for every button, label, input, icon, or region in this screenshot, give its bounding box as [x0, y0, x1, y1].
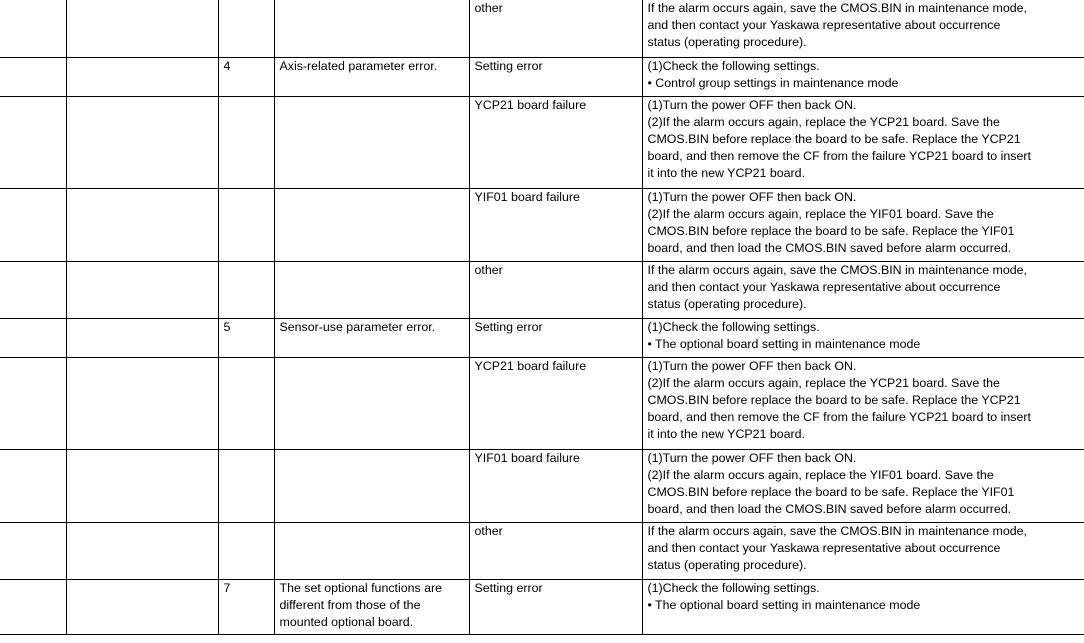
remedy-line: (1)Check the following settings.: [647, 319, 820, 334]
name-text: Sensor-use parameter error.: [279, 319, 436, 334]
table-row: [0, 318, 1084, 357]
table-row: [0, 449, 1084, 522]
remedy-line: and then contact your Yaskawa representative about occurrence: [647, 279, 1001, 294]
remedy-line: (2)If the alarm occurs again, replace the YCP21 board. Save the: [647, 375, 1000, 390]
name-text: Axis-related parameter error.: [279, 58, 438, 73]
alarm-name-cell: [274, 96, 469, 188]
remedy-line: CMOS.BIN before replace the board to be safe. Replace the YCP21: [647, 131, 1021, 146]
remedy-line: board, and then load the CMOS.BIN saved before alarm occurred.: [647, 501, 1012, 516]
remedy-cell: [642, 261, 1084, 318]
cause-text: other: [474, 523, 503, 538]
alarm-number-cell: [218, 261, 274, 318]
no-text: 7: [223, 580, 231, 595]
remedy-line: If the alarm occurs again, save the CMOS.BIN in maintenance mode,: [647, 1, 1027, 15]
blank-cell: [0, 188, 66, 261]
remedy-line: (2)If the alarm occurs again, replace the YIF01 board. Save the: [647, 467, 994, 482]
remedy-cell: [642, 0, 1084, 57]
remedy-line: board, and then load the CMOS.BIN saved before alarm occurred.: [647, 240, 1012, 255]
table-row: [0, 188, 1084, 261]
remedy-line: status (operating procedure).: [647, 35, 807, 49]
no-text: 5: [223, 319, 231, 334]
cause-cell: [469, 357, 642, 449]
remedy-line: (1)Check the following settings.: [647, 580, 820, 595]
blank-cell: [0, 449, 66, 522]
remedy-line: • The optional board setting in maintenance mode: [647, 597, 921, 612]
table-row: [0, 357, 1084, 449]
blank-cell: [66, 522, 218, 579]
remedy-line: (1)Turn the power OFF then back ON.: [647, 189, 857, 204]
blank-cell: [66, 57, 218, 96]
remedy-line: it into the new YCP21 board.: [647, 165, 806, 180]
cause-text: YCP21 board failure: [474, 97, 587, 112]
blank-cell: [0, 0, 66, 57]
table-row: [0, 522, 1084, 579]
blank-cell: [66, 357, 218, 449]
alarm-number-cell: [218, 57, 274, 96]
cause-cell: [469, 449, 642, 522]
alarm-number-cell: [218, 449, 274, 522]
blank-cell: [66, 0, 218, 57]
cause-cell: [469, 96, 642, 188]
remedy-cell: [642, 449, 1084, 522]
name-line: mounted optional board.: [279, 614, 414, 629]
remedy-line: (1)Turn the power OFF then back ON.: [647, 97, 857, 112]
blank-cell: [66, 96, 218, 188]
remedy-line: (1)Turn the power OFF then back ON.: [647, 450, 857, 465]
blank-cell: [0, 522, 66, 579]
remedy-line: If the alarm occurs again, save the CMOS.BIN in maintenance mode,: [647, 262, 1027, 277]
cause-text: Setting error: [474, 580, 543, 595]
alarm-number-cell: [218, 96, 274, 188]
alarm-name-cell: [274, 0, 469, 57]
blank-cell: [66, 449, 218, 522]
cause-cell: [469, 579, 642, 634]
remedy-line: (2)If the alarm occurs again, replace the YIF01 board. Save the: [647, 206, 994, 221]
remedy-line: (1)Turn the power OFF then back ON.: [647, 358, 857, 373]
remedy-cell: [642, 357, 1084, 449]
alarm-number-cell: [218, 357, 274, 449]
alarm-number-cell: [218, 0, 274, 57]
blank-cell: [66, 318, 218, 357]
alarm-number-cell: [218, 579, 274, 634]
remedy-cell: [642, 579, 1084, 634]
remedy-line: CMOS.BIN before replace the board to be safe. Replace the YIF01: [647, 223, 1015, 238]
table-row: [0, 57, 1084, 96]
remedy-line: (2)If the alarm occurs again, replace the YCP21 board. Save the: [647, 114, 1000, 129]
cause-cell: [469, 522, 642, 579]
cause-cell: [469, 318, 642, 357]
alarm-name-cell: [274, 579, 469, 634]
cause-text: Setting error: [474, 319, 543, 334]
table-row: [0, 579, 1084, 634]
blank-cell: [0, 261, 66, 318]
table-row: [0, 261, 1084, 318]
alarm-name-cell: [274, 57, 469, 96]
table-row: [0, 96, 1084, 188]
remedy-line: CMOS.BIN before replace the board to be safe. Replace the YIF01: [647, 484, 1015, 499]
blank-cell: [66, 188, 218, 261]
alarm-number-cell: [218, 318, 274, 357]
remedy-cell: [642, 318, 1084, 357]
cause-text: YIF01 board failure: [474, 189, 580, 204]
cause-cell: [469, 0, 642, 57]
alarm-name-cell: [274, 449, 469, 522]
alarm-number-cell: [218, 188, 274, 261]
no-text: 4: [223, 58, 231, 73]
cause-text: YCP21 board failure: [474, 358, 587, 373]
remedy-cell: [642, 188, 1084, 261]
blank-cell: [0, 318, 66, 357]
blank-cell: [66, 579, 218, 634]
remedy-line: and then contact your Yaskawa representative about occurrence: [647, 18, 1001, 32]
remedy-line: If the alarm occurs again, save the CMOS.BIN in maintenance mode,: [647, 523, 1027, 538]
name-line: The set optional functions are: [279, 580, 443, 595]
blank-cell: [0, 57, 66, 96]
alarm-name-cell: [274, 188, 469, 261]
blank-cell: [0, 96, 66, 188]
remedy-line: it into the new YCP21 board.: [647, 426, 806, 441]
table-row: [0, 0, 1084, 57]
remedy-line: • Control group settings in maintenance mode: [647, 75, 899, 90]
remedy-cell: [642, 522, 1084, 579]
blank-cell: [0, 579, 66, 634]
remedy-cell: [642, 57, 1084, 96]
remedy-line: (1)Check the following settings.: [647, 58, 820, 73]
alarm-name-cell: [274, 318, 469, 357]
remedy-line: status (operating procedure).: [647, 296, 807, 311]
alarm-name-cell: [274, 522, 469, 579]
cause-text: YIF01 board failure: [474, 450, 580, 465]
remedy-line: CMOS.BIN before replace the board to be safe. Replace the YCP21: [647, 392, 1021, 407]
remedy-line: board, and then remove the CF from the failure YCP21 board to insert: [647, 409, 1031, 424]
cause-text: Setting error: [474, 58, 543, 73]
remedy-line: status (operating procedure).: [647, 557, 807, 572]
blank-cell: [66, 261, 218, 318]
cause-cell: [469, 188, 642, 261]
remedy-cell: [642, 96, 1084, 188]
cause-cell: [469, 261, 642, 318]
cause-cell: [469, 57, 642, 96]
remedy-line: • The optional board setting in maintenance mode: [647, 336, 921, 351]
name-line: different from those of the: [279, 597, 421, 612]
remedy-line: board, and then remove the CF from the failure YCP21 board to insert: [647, 148, 1031, 163]
remedy-line: and then contact your Yaskawa representative about occurrence: [647, 540, 1001, 555]
alarm-name-cell: [274, 357, 469, 449]
cause-text: other: [474, 262, 503, 277]
alarm-name-cell: [274, 261, 469, 318]
cause-text: other: [474, 1, 503, 15]
alarm-number-cell: [218, 522, 274, 579]
blank-cell: [0, 357, 66, 449]
